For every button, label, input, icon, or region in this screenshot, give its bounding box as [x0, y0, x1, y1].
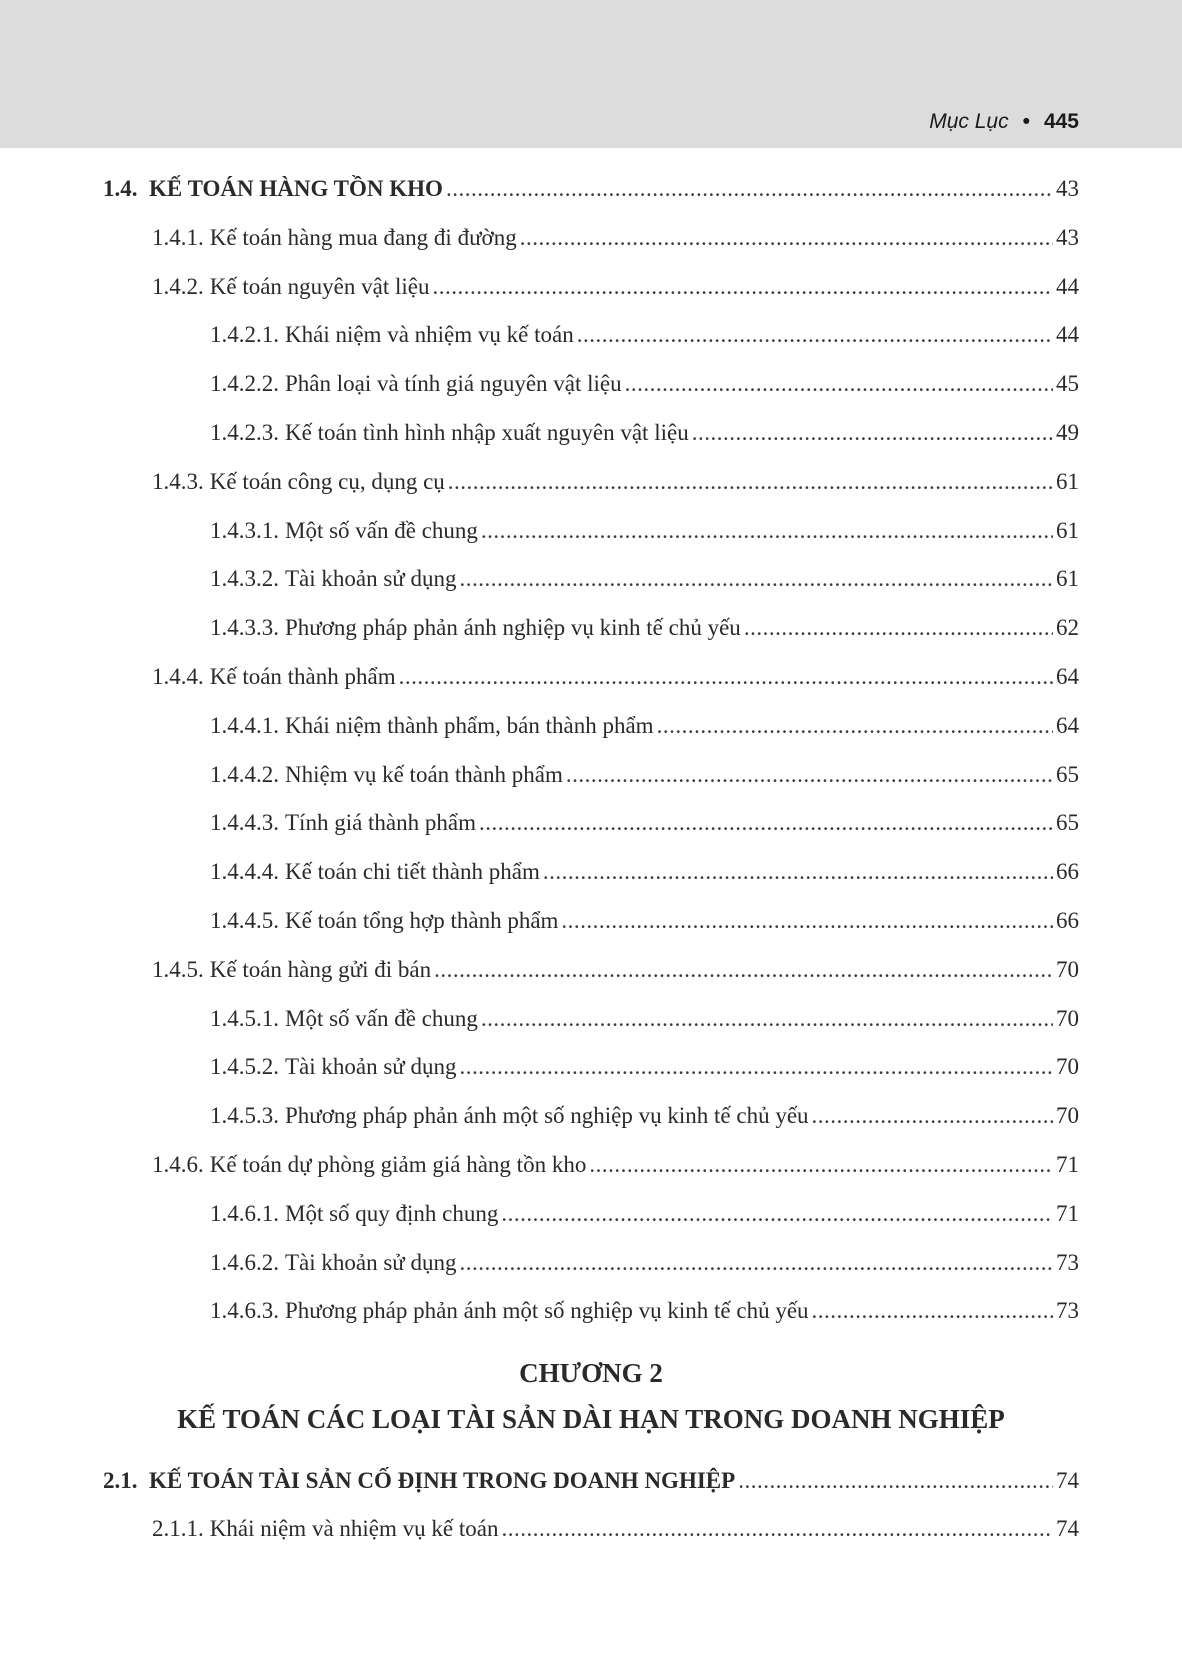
- toc-entry[interactable]: [210, 1099, 1079, 1133]
- toc-entry-page: 70: [1056, 1006, 1079, 1031]
- toc-entry-page: 64: [1056, 664, 1079, 689]
- dot-leader: [481, 514, 1053, 548]
- toc-entry-title: KẾ TOÁN HÀNG TỒN KHO: [149, 176, 443, 201]
- dot-leader: [589, 1148, 1053, 1182]
- toc-entry-title: Một số quy định chung: [285, 1201, 499, 1226]
- toc-entry-page: 71: [1056, 1152, 1079, 1177]
- toc-entry-number: 1.4.4.2.: [210, 762, 279, 787]
- toc-entry-page: 43: [1056, 225, 1079, 250]
- toc-entry-page: 66: [1056, 908, 1079, 933]
- toc-entry-page: 44: [1056, 274, 1079, 299]
- toc-entry[interactable]: [210, 758, 1079, 792]
- toc-entry[interactable]: [210, 514, 1079, 548]
- toc-entry-page: 61: [1056, 518, 1079, 543]
- running-head-separator: •: [1022, 110, 1030, 133]
- toc-entry-number: 1.4.4.1.: [210, 713, 279, 738]
- toc-entry-title: Khái niệm và nhiệm vụ kế toán: [285, 322, 574, 347]
- toc-entry-title: Kế toán công cụ, dụng cụ: [209, 469, 445, 494]
- toc-entry-page: 73: [1056, 1298, 1079, 1323]
- toc-entry[interactable]: [152, 270, 1079, 304]
- toc-entry[interactable]: [210, 611, 1079, 645]
- dot-leader: [501, 1197, 1053, 1231]
- dot-leader: [657, 709, 1053, 743]
- running-head-page-number: 445: [1043, 110, 1079, 133]
- toc-entry-number: 1.4.3.: [152, 469, 204, 494]
- toc-entry-title: Kế toán hàng gửi đi bán: [209, 957, 432, 982]
- toc-entry[interactable]: [152, 1512, 1079, 1546]
- dot-leader: [692, 416, 1053, 450]
- dot-leader: [812, 1294, 1053, 1328]
- toc-entry-title: Nhiệm vụ kế toán thành phẩm: [285, 762, 563, 787]
- toc-entry[interactable]: [210, 1050, 1079, 1084]
- toc-entry-number: 1.4.2.3.: [210, 420, 279, 445]
- toc-entry-title: Tài khoản sử dụng: [285, 1054, 457, 1079]
- toc-entry-page: 64: [1056, 713, 1079, 738]
- toc-entry-number: 1.4.6.3.: [210, 1298, 279, 1323]
- toc-entry-number: 1.4.3.1.: [210, 518, 279, 543]
- toc-entry-number: 1.4.6.2.: [210, 1250, 279, 1275]
- toc-entry[interactable]: [210, 367, 1079, 401]
- toc-entry-page: 70: [1056, 1103, 1079, 1128]
- toc-entry-page: 71: [1056, 1201, 1079, 1226]
- toc-entry[interactable]: [210, 1294, 1079, 1328]
- dot-leader: [566, 758, 1053, 792]
- toc-entry[interactable]: [210, 1246, 1079, 1280]
- toc-entry-title: Khái niệm và nhiệm vụ kế toán: [209, 1516, 499, 1541]
- toc-entry-title: Kế toán chi tiết thành phẩm: [285, 859, 540, 884]
- toc-entry-title: Kế toán tổng hợp thành phẩm: [285, 908, 559, 933]
- dot-leader: [460, 1246, 1053, 1280]
- chapter-title: KẾ TOÁN CÁC LOẠI TÀI SẢN DÀI HẠN TRONG DOANH NGHIỆP: [177, 1404, 1005, 1434]
- toc-entry-title: Phương pháp phản ánh một số nghiệp vụ kinh tế chủ yếu: [285, 1103, 809, 1128]
- dot-leader: [625, 367, 1053, 401]
- toc-entry[interactable]: [210, 709, 1079, 743]
- toc-entry-page: 74: [1056, 1468, 1079, 1493]
- toc-entry-number: 1.4.3.2.: [210, 566, 279, 591]
- dot-leader: [520, 221, 1053, 255]
- dot-leader: [738, 1464, 1053, 1498]
- chapter-label: CHƯƠNG 2: [519, 1358, 663, 1388]
- toc-entry-number: 1.4.2.: [152, 274, 204, 299]
- toc-entry-title: KẾ TOÁN TÀI SẢN CỐ ĐỊNH TRONG DOANH NGHIỆP: [149, 1468, 736, 1493]
- toc-entry-title: Phương pháp phản ánh nghiệp vụ kinh tế chủ yếu: [285, 615, 741, 640]
- toc-entry-title: Một số vấn đề chung: [285, 518, 478, 543]
- toc-entry[interactable]: [103, 1464, 1079, 1498]
- toc-entry[interactable]: [210, 416, 1079, 450]
- toc-entry-page: 70: [1056, 957, 1079, 982]
- toc-entry[interactable]: [210, 318, 1079, 352]
- dot-leader: [812, 1099, 1053, 1133]
- toc-entry-number: 1.4.: [103, 176, 138, 201]
- dot-leader: [448, 465, 1053, 499]
- dot-leader: [460, 562, 1053, 596]
- toc-entry-title: Một số vấn đề chung: [285, 1006, 478, 1031]
- dot-leader: [577, 318, 1053, 352]
- toc-entry-title: Kế toán dự phòng giảm giá hàng tồn kho: [209, 1152, 587, 1177]
- toc-entry-page: 44: [1056, 322, 1079, 347]
- toc-entry-page: 61: [1056, 566, 1079, 591]
- toc-entry-number: 1.4.1.: [152, 225, 204, 250]
- toc-entry-number: 1.4.2.1.: [210, 322, 279, 347]
- toc-entry-page: 65: [1056, 762, 1079, 787]
- running-head: [929, 110, 1079, 134]
- toc-entry-title: Kế toán tình hình nhập xuất nguyên vật liệu: [285, 420, 689, 445]
- toc-entry-title: Khái niệm thành phẩm, bán thành phẩm: [285, 713, 654, 738]
- toc-entry[interactable]: [210, 1197, 1079, 1231]
- toc-entry-page: 43: [1056, 176, 1079, 201]
- toc-entry-title: Kế toán thành phẩm: [209, 664, 396, 689]
- toc-entry-page: 70: [1056, 1054, 1079, 1079]
- toc-entry-page: 49: [1056, 420, 1079, 445]
- toc-entry-number: 1.4.6.: [152, 1152, 204, 1177]
- toc-entry[interactable]: [152, 660, 1079, 694]
- dot-leader: [481, 1002, 1053, 1036]
- toc-entry-number: 2.1.: [103, 1468, 138, 1493]
- toc-entry-number: 1.4.6.1.: [210, 1201, 279, 1226]
- toc-entry-title: Tính giá thành phẩm: [285, 810, 476, 835]
- dot-leader: [460, 1050, 1053, 1084]
- toc-entry-number: 1.4.4.3.: [210, 810, 279, 835]
- dot-leader: [561, 904, 1053, 938]
- toc-entry[interactable]: [152, 953, 1079, 987]
- toc-entry-number: 1.4.5.1.: [210, 1006, 279, 1031]
- toc-entry-number: 1.4.4.: [152, 664, 204, 689]
- toc-entry-number: 1.4.4.4.: [210, 859, 279, 884]
- dot-leader: [501, 1512, 1053, 1546]
- dot-leader: [744, 611, 1053, 645]
- toc-entry[interactable]: [210, 1002, 1079, 1036]
- toc-entry[interactable]: [210, 904, 1079, 938]
- toc-entry[interactable]: [210, 855, 1079, 889]
- dot-leader: [434, 953, 1053, 987]
- toc-entry[interactable]: [152, 1148, 1079, 1182]
- toc-entry-title: Phương pháp phản ánh một số nghiệp vụ kinh tế chủ yếu: [285, 1298, 809, 1323]
- toc-entry[interactable]: [210, 806, 1079, 840]
- dot-leader: [432, 270, 1053, 304]
- toc-entry-number: 1.4.3.3.: [210, 615, 279, 640]
- running-head-section: Mục Lục: [929, 110, 1009, 133]
- toc-entry-number: 1.4.5.3.: [210, 1103, 279, 1128]
- toc-entry-number: 1.4.2.2.: [210, 371, 279, 396]
- toc-entry-number: 1.4.5.: [152, 957, 204, 982]
- toc-entry-title: Phân loại và tính giá nguyên vật liệu: [285, 371, 622, 396]
- toc-entry-number: 1.4.5.2.: [210, 1054, 279, 1079]
- toc-entry-page: 73: [1056, 1250, 1079, 1275]
- toc-entry-number: 2.1.1.: [152, 1516, 204, 1541]
- toc-entry-page: 45: [1056, 371, 1079, 396]
- toc-entry-page: 66: [1056, 859, 1079, 884]
- dot-leader: [446, 172, 1053, 206]
- toc-entry-page: 65: [1056, 810, 1079, 835]
- toc-entry-page: 74: [1056, 1516, 1079, 1541]
- toc-entry[interactable]: [152, 221, 1079, 255]
- toc-entry[interactable]: [210, 562, 1079, 596]
- toc-entry-title: Tài khoản sử dụng: [285, 1250, 457, 1275]
- toc-entry-title: Tài khoản sử dụng: [285, 566, 457, 591]
- dot-leader: [399, 660, 1053, 694]
- toc-entry-title: Kế toán nguyên vật liệu: [209, 274, 430, 299]
- toc-entry-page: 62: [1056, 615, 1079, 640]
- toc-entry[interactable]: [152, 465, 1079, 499]
- toc-entry[interactable]: [103, 172, 1079, 206]
- toc-entry-title: Kế toán hàng mua đang đi đường: [209, 225, 517, 250]
- dot-leader: [543, 855, 1053, 889]
- toc-entry-page: 61: [1056, 469, 1079, 494]
- toc-entry-number: 1.4.4.5.: [210, 908, 279, 933]
- dot-leader: [479, 806, 1053, 840]
